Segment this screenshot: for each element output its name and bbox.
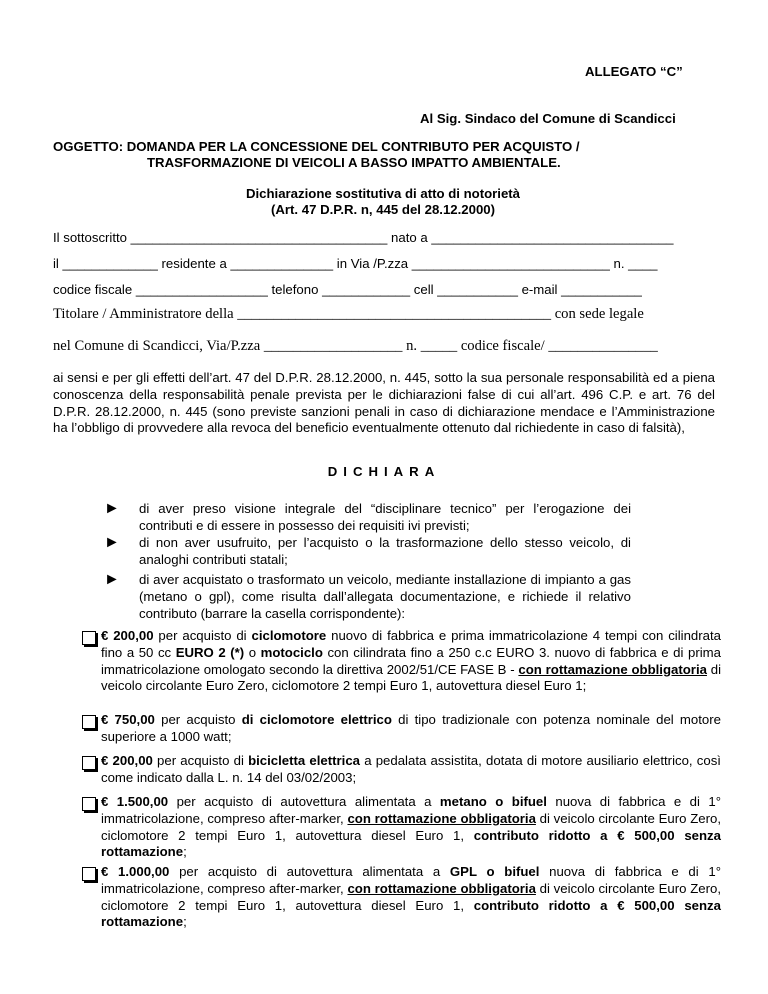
checkbox-option-1000-gpl[interactable] <box>82 867 96 881</box>
statement-1: di aver preso visione integrale del “disciplinare tecnico” per l’erogazione dei contributi e di essere in possesso dei requisiti ivi previsti; <box>139 501 631 533</box>
option-text: di veicolo circolante Euro Zero, ciclomotore 2 tempi Euro 1, autovettura diesel Euro 1, <box>101 880 721 913</box>
checkbox-option-750-ciclomotore-elettrico[interactable] <box>82 715 96 729</box>
option-750-ciclomotore-elettrico <box>101 712 721 746</box>
declares-heading: DICHIARA <box>327 464 441 479</box>
option-text: ; <box>183 914 187 930</box>
option-text: per acquisto di autovettura alimentata a <box>168 794 440 809</box>
arrow-bullet-icon: ► <box>104 534 120 551</box>
option-amount: € 750,00 <box>101 712 155 727</box>
option-200-bicicletta <box>101 753 721 787</box>
form-line-company[interactable]: Titolare / Amministratore della ___________________________________________ con sede legale <box>53 306 644 322</box>
recipient-line: Al Sig. Sindaco del Comune di Scandicci <box>420 111 676 126</box>
option-bold-text: di ciclomotore elettrico <box>241 712 392 727</box>
checkbox-option-200-ciclomotore[interactable] <box>82 631 96 645</box>
option-text: nuovo di fabbrica e prima immatricolazione 4 tempi con cilindrata fino a 50 cc <box>101 628 721 660</box>
option-bold-text: contributo ridotto a € 500,00 senza rottamazione <box>101 897 721 930</box>
option-bold-text: GPL o bifuel <box>449 864 540 879</box>
option-amount: € 200,00 <box>101 628 154 643</box>
option-bold-text: ciclomotore <box>251 628 327 643</box>
declaration-title: Dichiarazione sostitutiva di atto di notorietà <box>245 186 521 201</box>
option-underlined-text: con rottamazione obbligatoria <box>347 880 536 896</box>
option-200-ciclomotore <box>101 628 721 695</box>
option-text: per acquisto di <box>153 628 252 643</box>
declaration-reference: (Art. 47 D.P.R. n, 445 del 28.12.2000) <box>270 202 496 217</box>
option-text: di veicolo circolante Euro Zero, ciclomotore 2 tempi Euro 1, autovettura diesel Euro 1, <box>101 810 721 843</box>
option-text: di tipo tradizionale con potenza nominale del motore superiore a 1000 watt; <box>101 712 721 744</box>
option-text: ; <box>183 844 187 860</box>
checkbox-option-200-bicicletta[interactable] <box>82 756 96 770</box>
option-bold-text: EURO 2 (*) <box>175 644 245 660</box>
option-underlined-text: con rottamazione obbligatoria <box>518 661 707 677</box>
option-bold-text: metano o bifuel <box>439 794 547 809</box>
annex-label: ALLEGATO “C” <box>585 64 683 79</box>
option-1500-metano <box>101 794 721 861</box>
checkbox-option-1500-metano[interactable] <box>82 797 96 811</box>
option-amount: € 200,00 <box>101 753 153 768</box>
statement-3: di aver acquistato o trasformato un veicolo, mediante installazione di impianto a gas (metano o gpl), come risulta dall’allegata documentazione, e richiede il relativo contributo (barrare la casella corrispondente): <box>139 572 631 621</box>
option-amount: € 1.000,00 <box>101 864 170 879</box>
option-text: nuova di fabbrica e di 1° immatricolazione, compreso after-marker, <box>101 864 721 896</box>
form-line-contacts[interactable]: codice fiscale __________________ telefono ____________ cell ___________ e-mail ___________ <box>53 282 642 297</box>
option-bold-text: contributo ridotto a € 500,00 senza rottamazione <box>101 827 721 860</box>
option-bold-text: bicicletta elettrica <box>248 753 360 768</box>
option-text: per acquisto di autovettura alimentata a <box>169 864 450 879</box>
option-bold-text: motociclo <box>260 644 323 660</box>
option-text: per acquisto di <box>152 753 249 768</box>
option-amount: € 1.500,00 <box>101 794 169 809</box>
option-underlined-text: con rottamazione obbligatoria <box>347 810 536 826</box>
arrow-bullet-icon: ► <box>104 500 120 517</box>
form-line-residence[interactable]: il _____________ residente a ______________ in Via /P.zza ___________________________ n. ____ <box>53 256 658 271</box>
option-1000-gpl <box>101 864 721 931</box>
option-text: a pedalata assistita, dotata di motore ausiliario elettrico, così come indicato dalla L. n. 14 del 03/02/2003; <box>101 753 721 785</box>
option-text: di veicolo circolante Euro Zero, ciclomotore 2 tempi Euro 1, autovettura diesel Euro 1; <box>101 661 721 694</box>
option-text: o <box>244 644 261 660</box>
option-text: nuova di fabbrica e di 1° immatricolazione, compreso after-marker, <box>101 794 721 826</box>
statement-2: di non aver usufruito, per l’acquisto o la trasformazione dello stesso veicolo, di analoghi contributi statali; <box>139 535 631 567</box>
form-line-company-address[interactable]: nel Comune di Scandicci, Via/P.zza ___________________ n. _____ codice fiscale/ _______________ <box>53 338 658 354</box>
form-line-name[interactable]: Il sottoscritto ___________________________________ nato a _________________________________ <box>53 230 674 245</box>
preamble-paragraph: ai sensi e per gli effetti dell’art. 47 del D.P.R. 28.12.2000, n. 445, sotto la sua personale responsabilità ed a piena conoscenza della responsabilità penale prevista per le dichiarazioni false di cui all’art. 496 C.P. e art. 76 del D.P.R. 28.12.2000, n. 445 (sono previste sanzioni penali in caso di dichiarazione mendace e l’Amministrazione ha l’obbligo di provvedere alla revoca del beneficio eventualmente ottenuto dal richiedente in caso di falsità), <box>53 370 715 436</box>
subject-line-1: OGGETTO: DOMANDA PER LA CONCESSIONE DEL CONTRIBUTO PER ACQUISTO / <box>53 139 580 154</box>
option-text: per acquisto <box>154 712 242 727</box>
arrow-bullet-icon: ► <box>104 571 120 588</box>
option-text: con cilindrata fino a 250 c.c EURO 3. nuovo di fabbrica e di prima immatricolazione omologato secondo la direttiva 2002/51/CE FASE B - <box>101 644 721 677</box>
subject-line-2: TRASFORMAZIONE DI VEICOLI A BASSO IMPATTO AMBIENTALE. <box>147 155 561 170</box>
